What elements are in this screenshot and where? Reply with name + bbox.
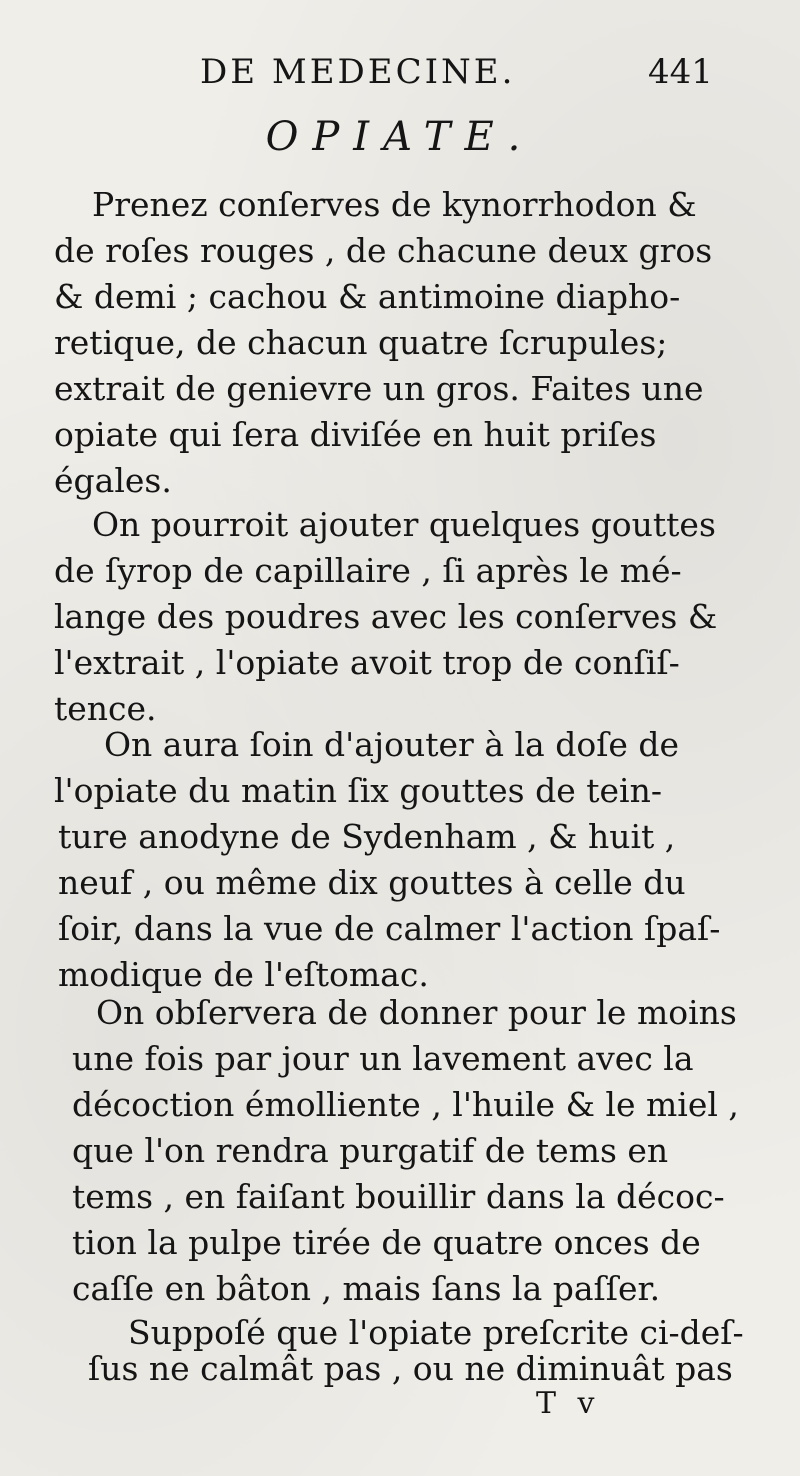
text-line: neuf , ou même dix gouttes à celle du — [58, 863, 686, 902]
text-line: décoction émolliente , l'huile & le miel , — [72, 1085, 739, 1124]
text-line: extrait de genievre un gros. Faites une — [54, 369, 704, 408]
text-line: égales. — [54, 461, 172, 500]
section-title: OPIATE. — [265, 114, 535, 160]
text-line: tion la pulpe tirée de quatre onces de — [72, 1223, 701, 1262]
text-line: ture anodyne de Sydenham , & huit , — [58, 817, 676, 856]
text-line: l'opiate du matin ſix gouttes de tein- — [54, 771, 663, 810]
text-line: de ſyrop de capillaire , ſi après le mé- — [54, 551, 682, 590]
text-line: l'extrait , l'opiate avoit trop de conſiſ- — [54, 643, 680, 682]
text-line: une fois par jour un lavement avec la — [72, 1039, 694, 1078]
text-line: On obſervera de donner pour le moins — [96, 993, 737, 1032]
running-title: DE MEDECINE. — [200, 52, 516, 92]
text-line: que l'on rendra purgatif de tems en — [72, 1131, 669, 1170]
text-line: tence. — [54, 689, 157, 728]
text-line: modique de l'eſtomac. — [58, 955, 429, 994]
running-head — [0, 52, 800, 96]
text-line: ſus ne calmât pas , ou ne diminuât pas — [88, 1349, 733, 1388]
text-line: lange des poudres avec les conſerves & — [54, 597, 718, 636]
text-line: Suppoſé que l'opiate preſcrite ci-deſ- — [128, 1313, 744, 1352]
text-line: & demi ; cachou & antimoine diapho- — [54, 277, 681, 316]
text-line: opiate qui ſera diviſée en huit priſes — [54, 415, 657, 454]
text-line: tems , en faiſant bouillir dans la décoc- — [72, 1177, 725, 1216]
text-line: On pourroit ajouter quelques gouttes — [92, 505, 716, 544]
text-line: de roſes rouges , de chacune deux gros — [54, 231, 713, 270]
signature-mark: T v — [536, 1386, 601, 1421]
text-line: retique, de chacun quatre ſcrupules; — [54, 323, 668, 362]
text-line: ſoir, dans la vue de calmer l'action ſpaſ- — [58, 909, 721, 948]
text-line: Prenez conſerves de kynorrhodon & — [92, 185, 697, 224]
text-line: caſſe en bâton , mais ſans la paſſer. — [72, 1269, 661, 1308]
text-line: On aura ſoin d'ajouter à la doſe de — [104, 725, 680, 764]
page-number: 441 — [648, 52, 713, 92]
